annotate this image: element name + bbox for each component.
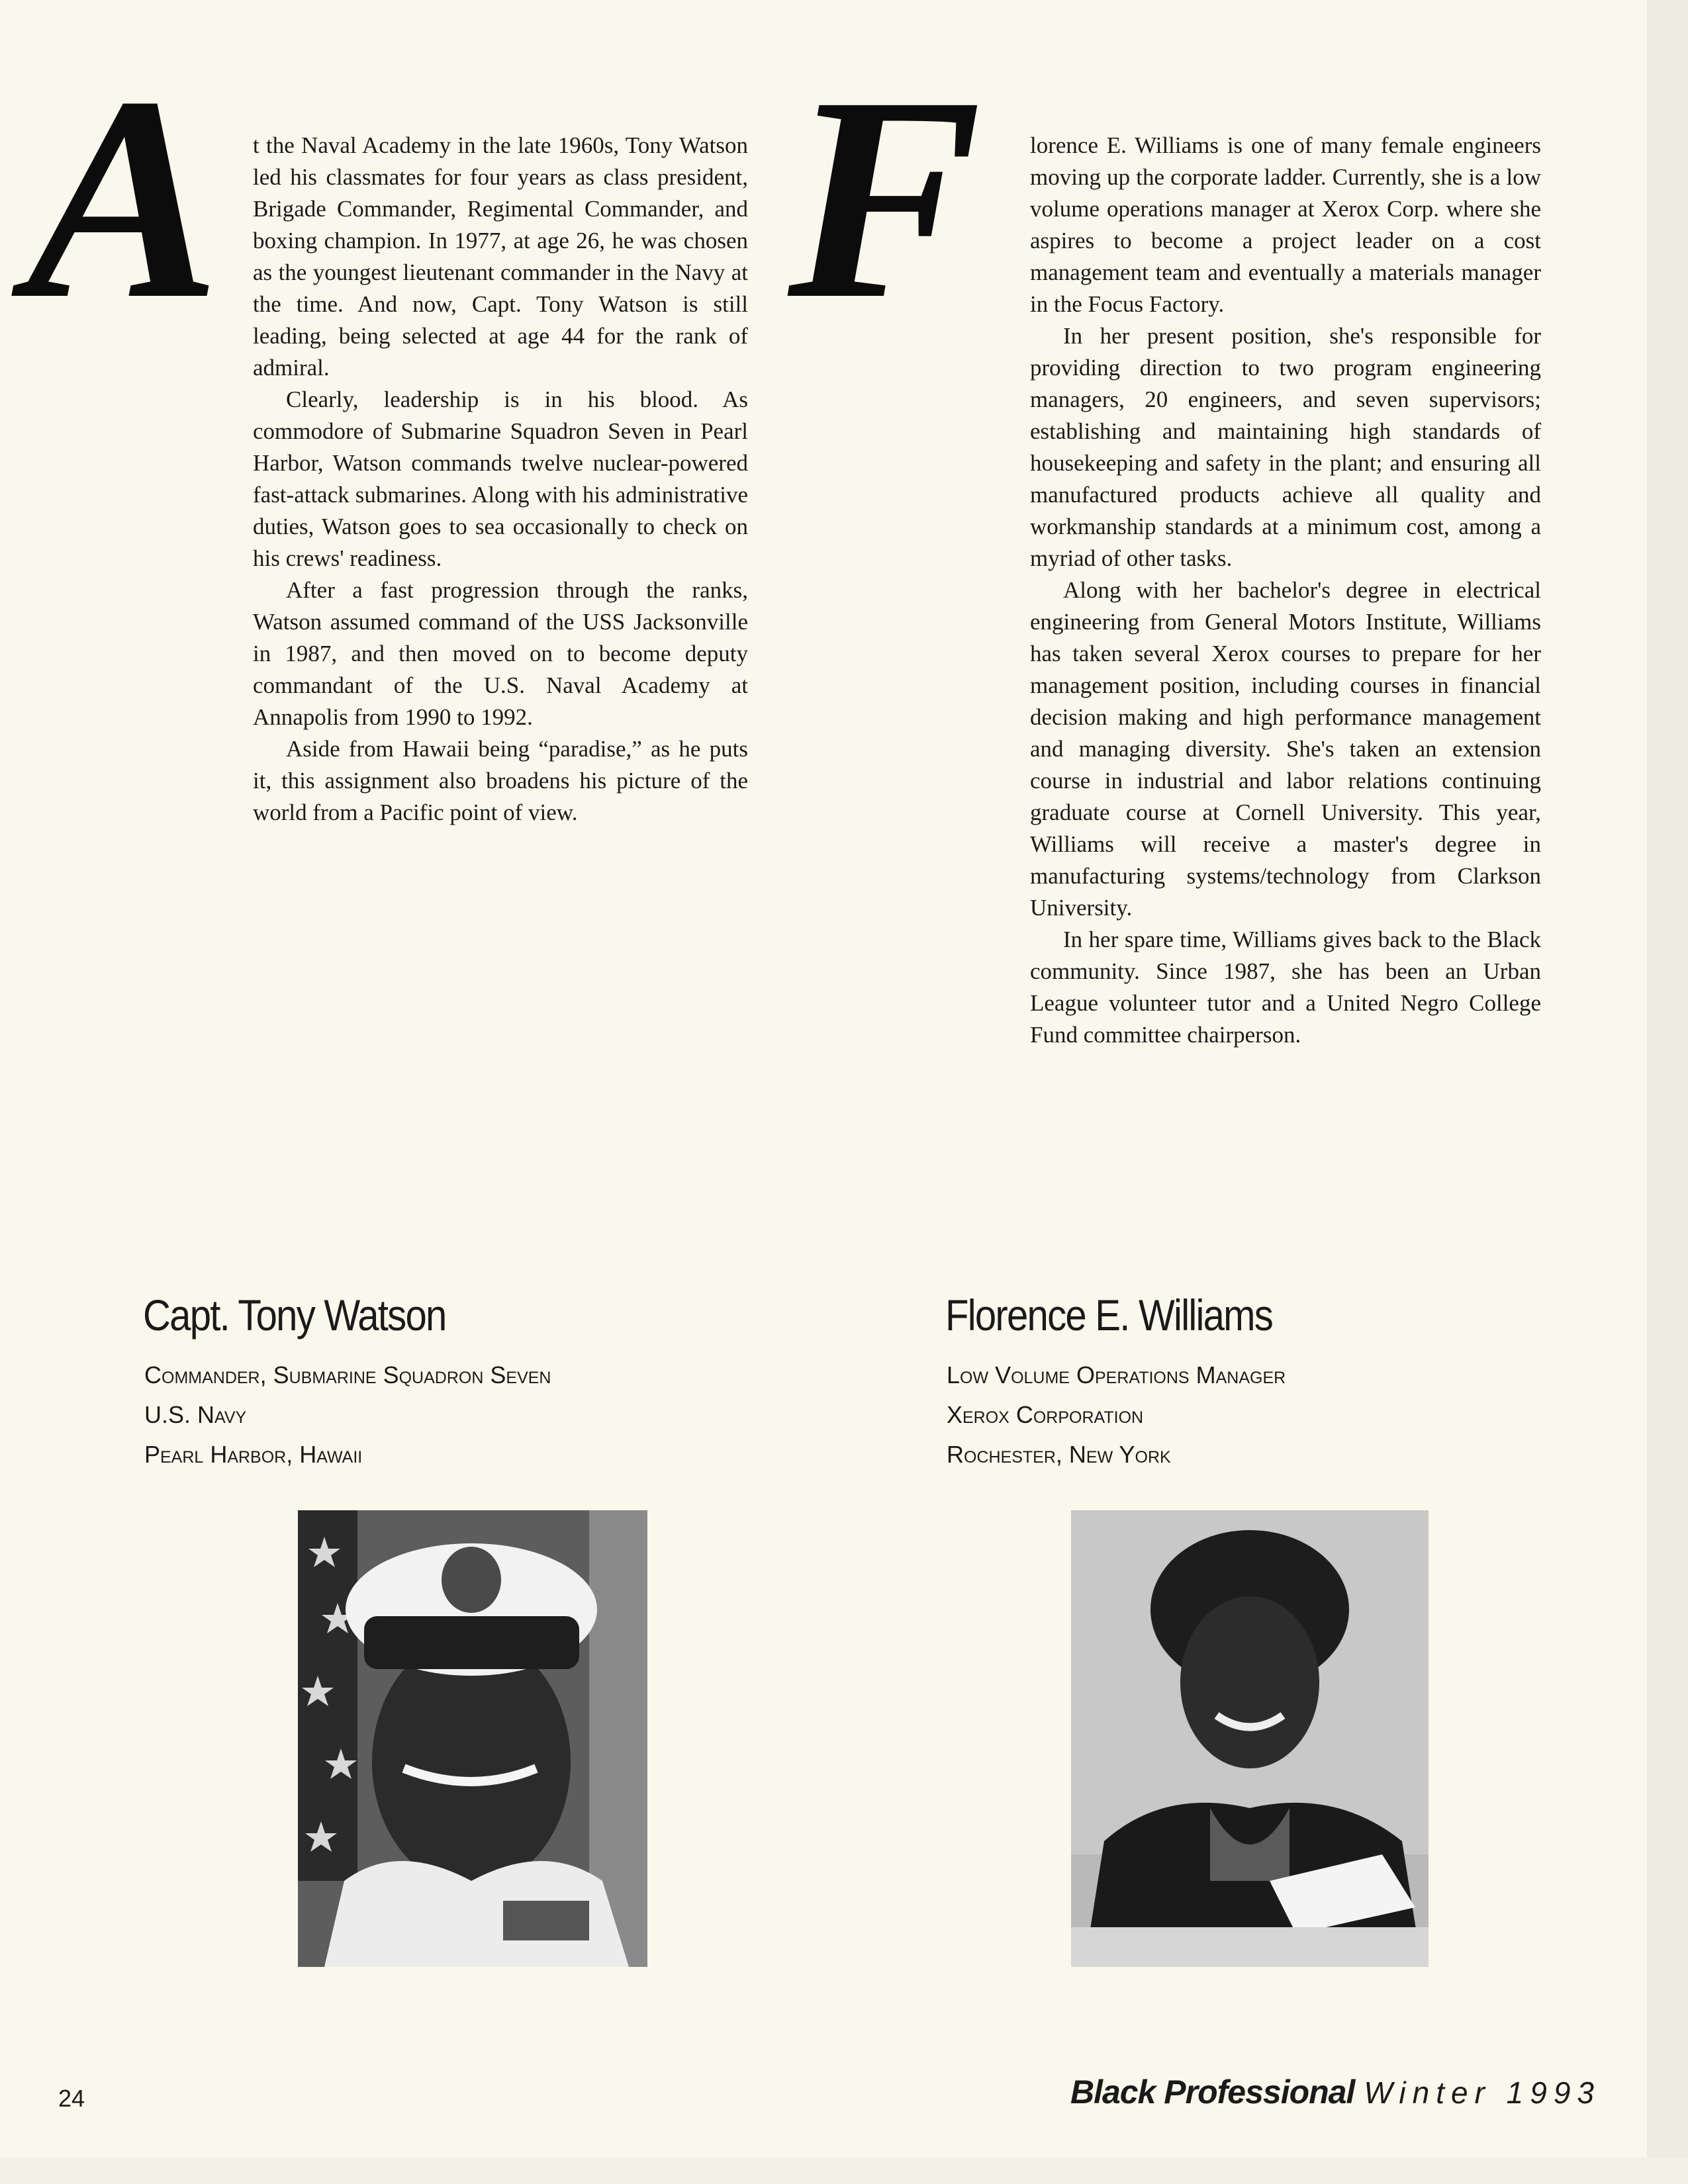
profile-name-watson: Capt. Tony Watson	[143, 1291, 446, 1340]
paragraph: Along with her bachelor's degree in electrical engineering from General Motors Institute, Williams has taken several Xerox courses to prepare for her management position, including courses in financial decision making and high performance management and managing diversity. She's taken an extension course in industrial and labor relations continuing graduate course at Cornell University. This year, Williams will receive a master's degree in manufacturing systems/technology from Clarkson University.	[1030, 577, 1541, 921]
page-edge	[1647, 0, 1688, 2184]
page-edge-bottom	[0, 2158, 1688, 2184]
article-williams	[1030, 130, 1541, 1051]
article-watson	[253, 130, 748, 829]
paragraph: After a fast progression through the ranks, Watson assumed command of the USS Jacksonville in 1987, and then moved on to become deputy commandant of the U.S. Naval Academy at Annapolis from 1990 to 1992.	[253, 577, 748, 730]
magazine-footer	[1070, 2073, 1601, 2111]
profile-title: Low Volume Operations Manager	[947, 1361, 1286, 1388]
profile-title: Commander, Submarine Squadron Seven	[144, 1361, 551, 1388]
paragraph: Aside from Hawaii being “paradise,” as he puts it, this assignment also broadens his picture of the world from a Pacific point of view.	[253, 736, 748, 825]
paragraph: In her spare time, Williams gives back to the Black community. Since 1987, she has been an Urban League volunteer tutor and a United Negro College Fund committee chairperson.	[1030, 927, 1541, 1048]
profile-location: Pearl Harbor, Hawaii	[144, 1441, 363, 1468]
dropcap-a: A	[26, 37, 221, 359]
portrait-illustration	[298, 1510, 647, 1967]
issue-date: Winter 1993	[1364, 2075, 1601, 2110]
profile-org: U.S. Navy	[144, 1401, 247, 1428]
profile-details-watson	[144, 1355, 551, 1475]
profile-name-williams: Florence E. Williams	[945, 1291, 1273, 1340]
profile-details-williams	[947, 1355, 1286, 1475]
magazine-title: Black Professional	[1070, 2073, 1355, 2111]
portrait-photo-watson	[298, 1510, 647, 1967]
paragraph: In her present position, she's responsible for providing direction to two program engineering managers, 20 engineers, and seven supervisors; establishing and maintaining high standards of housekeeping and safety in the plant; and ensuring all manufactured products achieve all quality and workmanship standards at a minimum cost, among a myriad of other tasks.	[1030, 323, 1541, 571]
paragraph: Clearly, leadership is in his blood. As commodore of Submarine Squadron Seven in Pearl Harbor, Watson commands twelve nuclear-powered fast-attack submarines. Along with his administrative duties, Watson goes to sea occasionally to check on his crews' readiness.	[253, 387, 748, 571]
profile-org: Xerox Corporation	[947, 1401, 1144, 1428]
dropcap-f: F	[788, 37, 982, 359]
portrait-illustration	[1071, 1510, 1429, 1967]
profile-location: Rochester, New York	[947, 1441, 1171, 1468]
paragraph: t the Naval Academy in the late 1960s, Tony Watson led his classmates for four years as class president, Brigade Commander, Regimental Commander, and boxing champion. In 1977, at age 26, he was chosen as the youngest lieutenant commander in the Navy at the time. And now, Capt. Tony Watson is still leading, being selected at age 44 for the rank of admiral.	[253, 132, 748, 381]
page-number: 24	[58, 2085, 85, 2112]
paragraph: lorence E. Williams is one of many female engineers moving up the corporate ladder. Currently, she is a low volume operations manager at Xerox Corp. where she aspires to become a project leader on a cost management team and eventually a materials manager in the Focus Factory.	[1030, 132, 1541, 317]
portrait-photo-williams	[1071, 1510, 1429, 1967]
